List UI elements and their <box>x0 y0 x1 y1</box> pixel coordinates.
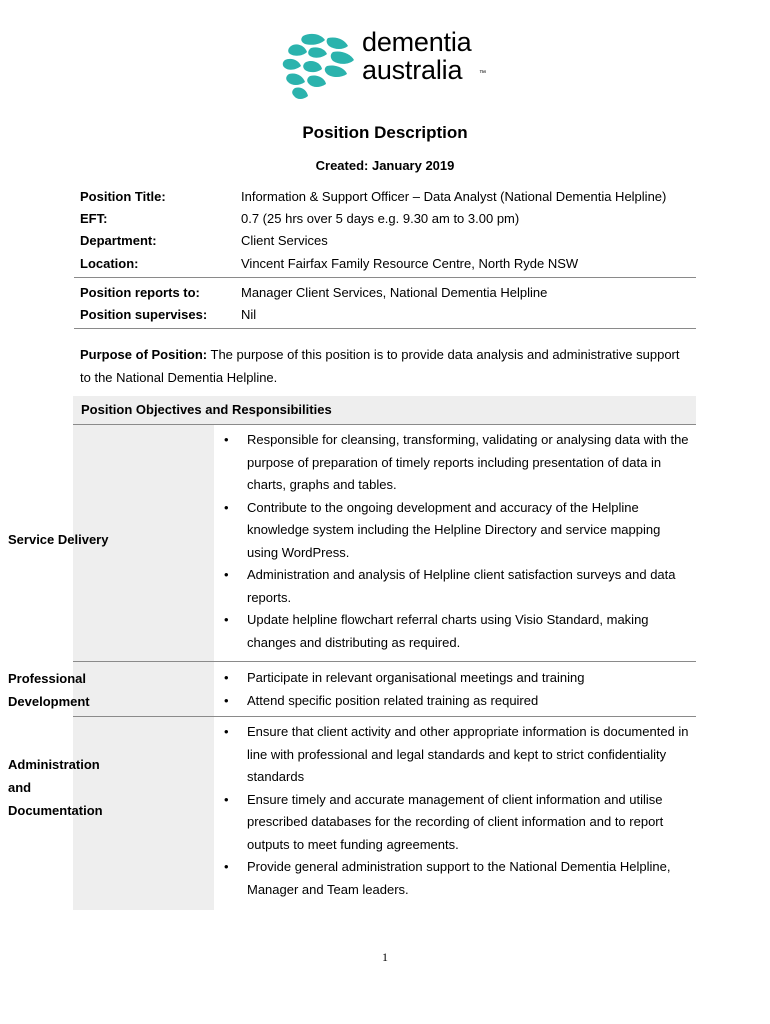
divider <box>74 328 696 329</box>
logo-line-2: australia <box>362 55 463 85</box>
purpose-paragraph <box>80 343 680 389</box>
list-item: • Participate in relevant organisational meetings and training <box>222 667 692 690</box>
row-divider <box>73 424 696 425</box>
purpose-label: Purpose of Position: <box>80 347 208 362</box>
info-label: Department: <box>80 233 157 248</box>
page-title: Position Description <box>302 123 468 142</box>
divider <box>74 277 696 278</box>
info-value: Information & Support Officer – Data Analyst (National Dementia Helpline) <box>241 189 667 204</box>
info-value: 0.7 (25 hrs over 5 days e.g. 9.30 am to 3.00 pm) <box>241 211 520 226</box>
page-number: 1 <box>382 950 388 964</box>
list-item: • Provide general administration support to the National Dementia Helpline, Manager and Team leaders. <box>222 856 692 901</box>
created-date: Created: January 2019 <box>315 158 455 173</box>
purpose-text: The purpose of this position is to provide data analysis and administrative support to the National Dementia Helpline. <box>80 347 680 385</box>
list-item: • Attend specific position related training as required <box>222 690 692 713</box>
section-label-administration <box>8 753 103 822</box>
list-item: • Update helpline flowchart referral charts using Visio Standard, making changes and distributing as required. <box>222 609 692 654</box>
section-label-service-delivery <box>8 528 108 551</box>
objectives-heading-row <box>73 396 696 424</box>
info-label: EFT: <box>80 211 108 226</box>
info-value: Vincent Fairfax Family Resource Centre, North Ryde NSW <box>241 256 579 271</box>
logo-line-1: dementia <box>362 27 472 57</box>
info-label: Position Title: <box>80 189 166 204</box>
section-label-professional-development <box>8 667 90 713</box>
section-label-line: Professional <box>8 671 87 686</box>
section-label-line: Documentation <box>8 803 103 818</box>
service-delivery-list <box>222 429 692 654</box>
dementia-australia-logo <box>281 27 491 102</box>
list-item: • Responsible for cleansing, transforming, validating or analysing data with the purpose of preparation of timely reports including presentation of data in charts, graphs and tables. <box>222 429 692 497</box>
info-label: Position reports to: <box>80 285 200 300</box>
logo-trademark: ™ <box>479 70 486 77</box>
info-label: Position supervises: <box>80 307 208 322</box>
info-value: Manager Client Services, National Dementia Helpline <box>241 285 548 300</box>
logo-wordmark <box>362 28 471 84</box>
objectives-heading: Position Objectives and Responsibilities <box>81 402 332 417</box>
info-value: Client Services <box>241 233 328 248</box>
professional-development-list <box>222 667 692 712</box>
info-label: Location: <box>80 256 139 271</box>
row-divider <box>73 716 696 717</box>
row-divider <box>73 661 696 662</box>
administration-list <box>222 721 692 901</box>
list-item: • Administration and analysis of Helpline client satisfaction surveys and data reports. <box>222 564 692 609</box>
section-label-line: Service Delivery <box>8 532 109 547</box>
section-label-line: Administration <box>8 757 100 772</box>
list-item: • Contribute to the ongoing development and accuracy of the Helpline knowledge system including the Helpline Directory and service mapping using WordPress. <box>222 497 692 565</box>
label-cell-professional-development <box>73 662 214 716</box>
section-label-line: and <box>8 780 32 795</box>
info-value: Nil <box>241 307 257 322</box>
section-label-line: Development <box>8 694 90 709</box>
list-item: • Ensure timely and accurate management of client information and utilise prescribed databases for the recording of client information and to report outputs to meet funding agreements. <box>222 789 692 857</box>
brain-logo-icon <box>281 32 361 102</box>
list-item: • Ensure that client activity and other appropriate information is documented in line with professional and legal standards and kept to strict confidentiality standards <box>222 721 692 789</box>
